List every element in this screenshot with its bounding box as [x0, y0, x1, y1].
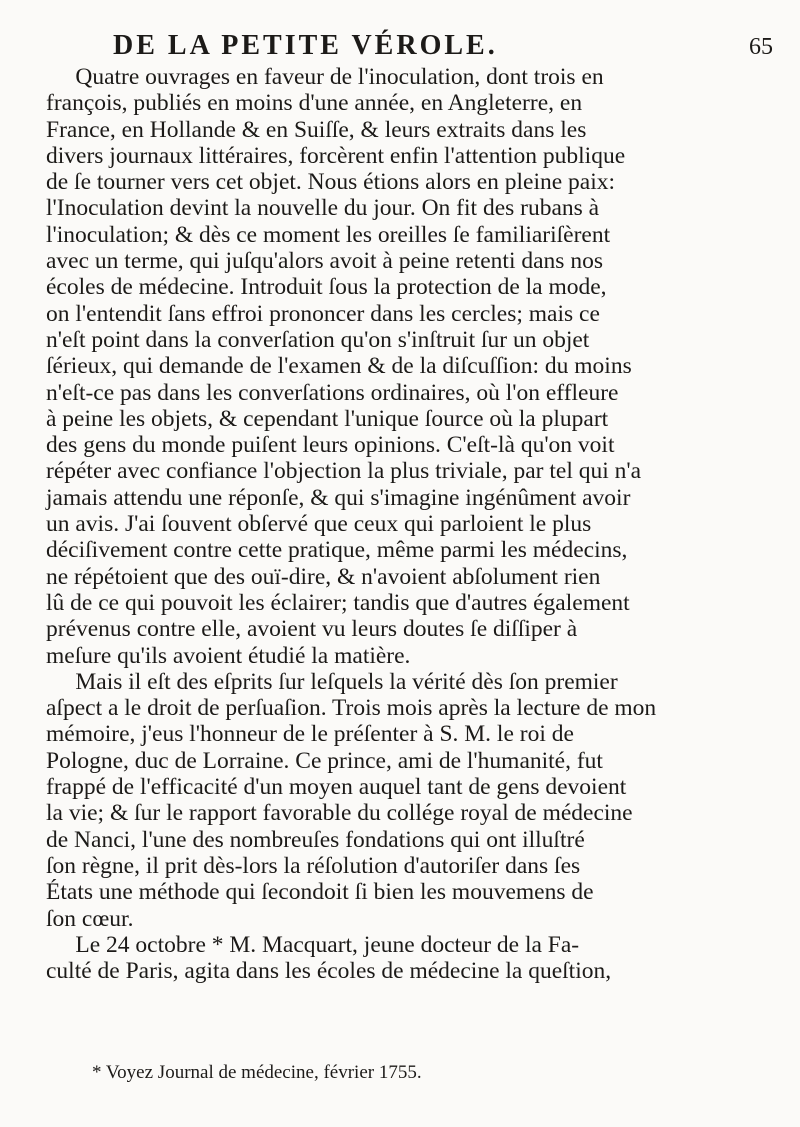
text-line: ſérieux, qui demande de l'examen & de la diſcuſſion: du moins: [46, 353, 632, 380]
text-line: des gens du monde puiſent leurs opinions. C'eſt-là qu'on voit: [46, 432, 615, 459]
running-head: DE LA PETITE VÉROLE.: [113, 30, 498, 61]
text-line: avec un terme, qui juſqu'alors avoit à peine retenti dans nos: [46, 248, 603, 275]
text-line: l'Inoculation devint la nouvelle du jour. On fit des rubans à: [46, 195, 600, 222]
text-line: déciſivement contre cette pratique, même parmi les médecins,: [46, 537, 628, 564]
text-line: culté de Paris, agita dans les écoles de médecine la queſtion,: [46, 958, 612, 985]
text-line: lû de ce qui pouvoit les éclairer; tandis que d'autres également: [46, 589, 630, 616]
text-line: Le 24 octobre * M. Macquart, jeune docteur de la Fa-: [46, 931, 580, 958]
text-line: jamais attendu une réponſe, & qui s'imagine ingénûment avoir: [46, 484, 631, 511]
text-line: on l'entendit ſans effroi prononcer dans les cercles; mais ce: [46, 300, 600, 327]
text-line: l'inoculation; & dès ce moment les oreilles ſe familiariſèrent: [46, 221, 611, 248]
text-line: Mais il eſt des eſprits ſur leſquels la vérité dès ſon premier: [46, 668, 618, 695]
text-line: n'eſt-ce pas dans les converſations ordinaires, où l'on effleure: [46, 379, 619, 406]
footnote: * Voyez Journal de médecine, février 1755.: [92, 1062, 422, 1083]
page-number: 65: [749, 34, 773, 60]
text-line: meſure qu'ils avoient étudié la matière.: [46, 642, 411, 669]
text-line: prévenus contre elle, avoient vu leurs doutes ſe diſſiper à: [46, 616, 578, 643]
page-header: [113, 30, 773, 62]
text-line: de Nanci, l'une des nombreuſes fondations qui ont illuſtré: [46, 826, 585, 853]
text-line: mémoire, j'eus l'honneur de le préſenter à S. M. le roi de: [46, 721, 574, 748]
text-line: frappé de l'efficacité d'un moyen auquel tant de gens devoient: [46, 774, 627, 801]
text-line: Pologne, duc de Lorraine. Ce prince, ami de l'humanité, fut: [46, 747, 603, 774]
body-text: [46, 64, 758, 984]
text-line: France, en Hollande & en Suiſſe, & leurs extraits dans les: [46, 116, 587, 143]
text-line: la vie; & ſur le rapport favorable du collége royal de médecine: [46, 800, 633, 827]
text-line: ſon règne, il prit dès-lors la réſolution d'autoriſer dans ſes: [46, 852, 581, 879]
text-line: françois, publiés en moins d'une année, en Angleterre, en: [46, 90, 583, 117]
text-line: Quatre ouvrages en faveur de l'inoculation, dont trois en: [46, 64, 604, 90]
text-line: États une méthode qui ſecondoit ſi bien les mouvemens de: [46, 879, 594, 906]
text-line: aſpect a le droit de perſuaſion. Trois mois après la lecture de mon: [46, 695, 657, 722]
text-line: un avis. J'ai ſouvent obſervé que ceux qui parloient le plus: [46, 511, 592, 538]
text-line: à peine les objets, & cependant l'unique ſource où la plupart: [46, 405, 609, 432]
text-line: divers journaux littéraires, forcèrent enfin l'attention publique: [46, 142, 626, 169]
text-line: ſon cœur.: [46, 905, 134, 932]
text-line: n'eſt point dans la converſation qu'on s'inſtruit ſur un objet: [46, 326, 590, 353]
text-line: répéter avec confiance l'objection la plus triviale, par tel qui n'a: [46, 458, 642, 485]
text-line: de ſe tourner vers cet objet. Nous étions alors en pleine paix:: [46, 169, 616, 196]
text-line: écoles de médecine. Introduit ſous la protection de la mode,: [46, 274, 607, 301]
text-line: ne répétoient que des ouï-dire, & n'avoient abſolument rien: [46, 563, 601, 590]
